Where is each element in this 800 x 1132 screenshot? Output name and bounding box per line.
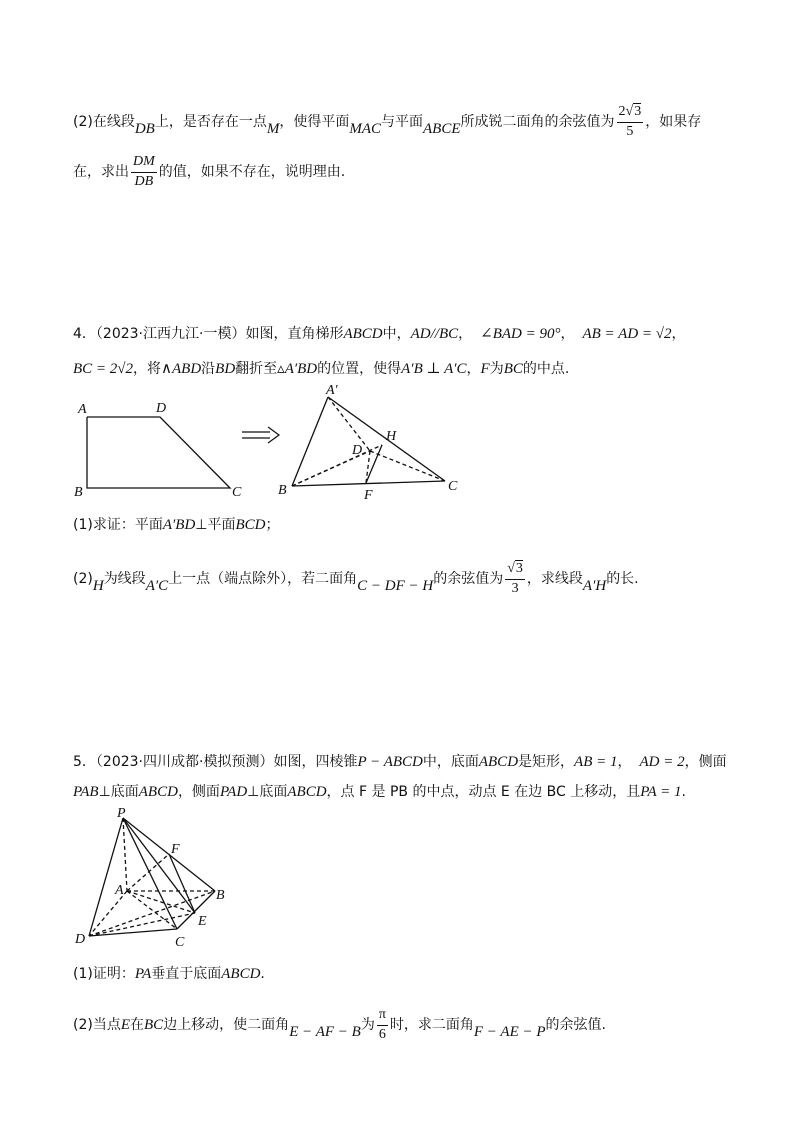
q4-line1: 4．（2023·江西九江·一模）如图，直角梯形ABCD中，AD//BC， ∠BAD = 90°， AB = AD = √2， xyxy=(73,326,686,342)
q4-figure xyxy=(60,380,480,505)
folded-figure xyxy=(292,397,445,486)
label-D: D xyxy=(156,401,167,416)
label-B: B xyxy=(216,888,225,903)
label-D2: D xyxy=(352,443,363,458)
q5-figure xyxy=(65,805,245,955)
transform-arrow xyxy=(242,427,279,443)
label-H: H xyxy=(386,429,397,444)
label-P: P xyxy=(117,806,126,821)
q5-line2: PAB⊥底面ABCD，侧面PAD⊥底面ABCD，点 F 是 PB 的中点，动点 E 在边 BC 上移动，且PA = 1. xyxy=(73,784,686,800)
label-C: C xyxy=(175,935,185,950)
label-B2: B xyxy=(278,483,287,498)
fraction-sqrt3-over-3: $\frac{√3}{3}$ xyxy=(507,561,523,596)
label-B: B xyxy=(74,485,83,500)
q5-line1: 5．（2023·四川成都·模拟预测）如图，四棱锥P − ABCD中，底面ABCD是矩形，AB = 1， AD = 2，侧面 xyxy=(73,754,727,770)
label-C2: C xyxy=(448,479,458,494)
label-A-prime: A′ xyxy=(326,383,338,398)
q5-part2: (2)当点E在BC边上移动，使二面角E − AF − B为 $\frac{\pi}{6}$ 时，求二面角F − AE − P的余弦值. xyxy=(73,1007,606,1042)
label-C: C xyxy=(232,485,242,500)
label-F: F xyxy=(171,842,180,857)
pyramid-figure xyxy=(89,818,215,936)
q4-part2: (2)H为线段A′C上一点（端点除外），若二面角C − DF − H的余弦值为 $\frac{√3}{3}$ ，求线段A′H的长. xyxy=(73,561,639,596)
label-A: A xyxy=(115,883,124,898)
label-E: E xyxy=(198,914,207,929)
fraction-dm-over-db: $\frac{DM}{DB}$ xyxy=(133,154,155,189)
fraction-pi-over-6: $\frac{\pi}{6}$ xyxy=(378,1007,386,1042)
fraction-2sqrt3-over-5: $\frac{2√3}{5}$ xyxy=(618,104,642,139)
trapezoid-figure xyxy=(87,417,230,488)
label-F: F xyxy=(364,488,373,503)
label-A: A xyxy=(78,402,87,417)
q5-part1: (1)证明：PA垂直于底面ABCD. xyxy=(73,966,265,982)
label-D: D xyxy=(75,932,86,947)
q3-part2-line1: (2)在线段DB上，是否存在一点M，使得平面MAC与平面ABCE所成锐二面角的余弦值为 $\frac{2√3}{5}$ ，如果存 xyxy=(73,104,702,139)
q4-line2: BC = 2√2，将∧ABD沿BD翻折至▵A′BD的位置，使得A′B ⊥ A′C，F为BC的中点. xyxy=(73,361,570,377)
q3-part2-line2: 在，求出 $\frac{DM}{DB}$ 的值，如果不存在，说明理由. xyxy=(73,154,346,189)
q4-part1: (1)求证：平面A′BD⊥平面BCD； xyxy=(73,517,280,533)
